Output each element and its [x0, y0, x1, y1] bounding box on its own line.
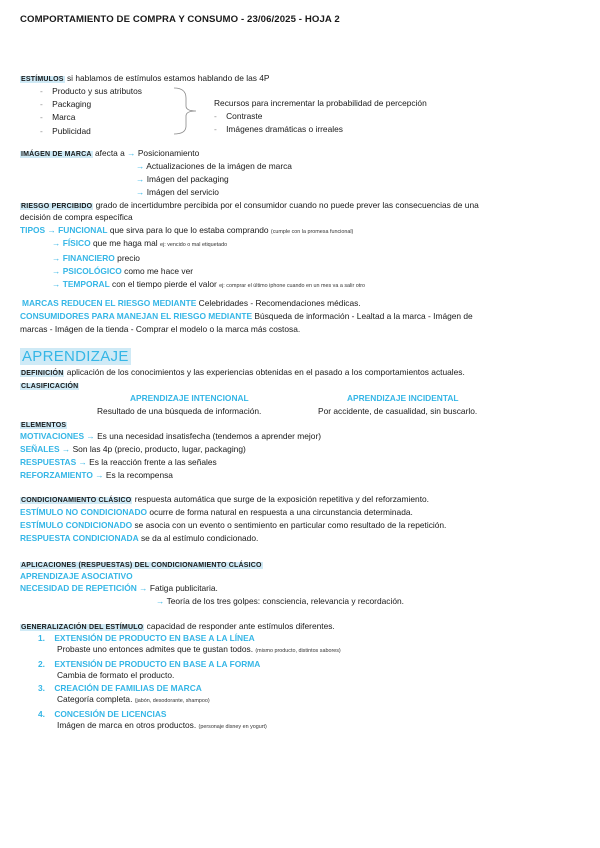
arrow-icon: →: [127, 148, 136, 158]
riesgo-label: RIESGO PERCIBIDO: [21, 203, 93, 210]
elementos-list: [20, 431, 321, 481]
arrow-icon: →: [136, 161, 145, 171]
list-item: - Publicidad: [40, 125, 91, 136]
aplicaciones-label: APLICACIONES (RESPUESTAS) DEL CONDICIONAMIENTO CLÁSICO: [21, 562, 262, 569]
list-item: → FÍSICO que me haga mal ej: vencido o mal etiquetado: [52, 238, 228, 248]
riesgo-line-1: RIESGO PERCIBIDO grado de incertidumbre percibida por el consumidor cuando no puede prever las consecuencias de una: [21, 200, 479, 210]
list-item: - Marca: [40, 112, 76, 123]
estimulos-right-list: [214, 111, 343, 135]
list-item: MOTIVACIONES → Es una necesidad insatisfecha (tendemos a aprender mejor): [20, 431, 322, 441]
list-item: → Imágen del packaging: [136, 174, 229, 184]
repeticion-line: NECESIDAD DE REPETICIÓN → Fatiga publicitaria.: [20, 583, 218, 593]
list-item: RESPUESTAS → Es la reacción frente a las señales: [20, 457, 217, 467]
list-item: → FINANCIERO precio: [52, 253, 140, 263]
list-item: - Producto y sus atributos: [40, 86, 142, 96]
intencional-title: APRENDIZAJE INTENCIONAL: [130, 393, 249, 403]
list-item: 1. EXTENSIÓN DE PRODUCTO EN BASE A LA LÍNEA: [38, 633, 255, 643]
riesgo-tipos-line: TIPOS → FUNCIONAL que sirva para lo que lo estaba comprando (cumple con la promesa funcional): [20, 225, 354, 235]
riesgo-consumidores-line-2: marcas - Imágen de la tienda - Comprar el modelo o la marca más costosa.: [20, 324, 301, 334]
incidental-text: Por accidente, de casualidad, sin buscarlo.: [318, 406, 478, 416]
list-item: REFORZAMIENTO → Es la recompensa: [20, 470, 173, 480]
list-item: 4. CONCESIÓN DE LICENCIAS: [38, 709, 167, 719]
list-item: 3. CREACIÓN DE FAMILIAS DE MARCA: [38, 683, 202, 693]
estimulos-intro: si hablamos de estímulos estamos hablando de las 4P: [64, 73, 270, 83]
condicionamiento-line: CONDICIONAMIENTO CLÁSICO respuesta automática que surge de la exposición repetitiva y del reforzamiento.: [21, 494, 430, 504]
incidental-title: APRENDIZAJE INCIDENTAL: [347, 393, 459, 403]
list-item: - Imágenes dramáticas o irreales: [214, 124, 343, 135]
generalizacion-line: GENERALIZACIÓN DEL ESTÍMULO capacidad de responder ante estímulos diferentes.: [21, 621, 335, 631]
list-item: → Imágen del servicio: [136, 187, 219, 197]
clasificacion-label: CLASIFICACIÓN: [21, 383, 79, 390]
list-item: SEÑALES → Son las 4p (precio, producto, lugar, packaging): [20, 444, 246, 454]
riesgo-line-2: decisión de compra específica: [20, 212, 133, 222]
imagen-marca-line: IMÁGEN DE MARCA afecta a → Posicionamiento: [21, 148, 200, 158]
riesgo-consumidores-line: CONSUMIDORES PARA MANEJAN EL RIESGO MEDIANTE Búsqueda de información - Lealtad a la marca - Imágen de: [20, 311, 473, 321]
list-item: - Contraste: [214, 111, 263, 121]
repeticion-item-2: → Teoría de los tres golpes: consciencia, relevancia y recordación.: [156, 596, 404, 606]
list-item: - Packaging: [40, 99, 92, 110]
page-header: COMPORTAMIENTO DE COMPRA Y CONSUMO - 23/06/2025 - HOJA 2: [20, 14, 340, 25]
riesgo-subtypes: [52, 238, 365, 292]
list-item: ESTÍMULO NO CONDICIONADO ocurre de forma natural en respuesta a una circunstancia determinada.: [20, 507, 413, 517]
list-item: → TEMPORAL con el tiempo pierde el valor ej: comprar el último iphone cuando en un mes va a salir otro: [52, 279, 366, 289]
imagen-marca-label: IMÁGEN DE MARCA: [21, 151, 92, 158]
list-item: RESPUESTA CONDICIONADA se da al estímulo condicionado.: [20, 533, 259, 543]
intencional-text: Resultado de una búsqueda de información.: [97, 406, 262, 416]
elementos-label: ELEMENTOS: [21, 422, 67, 429]
curly-brace-icon: [172, 86, 200, 136]
list-item: → PSICOLÓGICO como me hace ver: [52, 266, 194, 276]
condicionamiento-list: [20, 507, 446, 544]
arrow-icon: →: [136, 174, 145, 184]
list-item-detail: Probaste uno entonces admites que te gustan todos. (mismo producto, distintos sabores): [57, 644, 341, 654]
definicion-line: DEFINICIÓN aplicación de los conocimientos y las experiencias obtenidas en el pasado a los comportamientos actuales.: [21, 367, 465, 377]
list-item-detail: Imágen de marca en otros productos. (personaje disney en yogurt): [57, 720, 267, 730]
list-item: 2. EXTENSIÓN DE PRODUCTO EN BASE A LA FORMA: [38, 659, 261, 669]
list-item: ESTÍMULO CONDICIONADO se asocia con un evento o sentimiento en particular como resultado de la repetición.: [20, 520, 447, 530]
riesgo-reducen-line: MARCAS REDUCEN EL RIESGO MEDIANTE Celebridades - Recomendaciones médicas.: [22, 298, 361, 308]
imagen-marca-list: [136, 161, 292, 198]
generalizacion-list: [38, 633, 341, 733]
estimulos-line: [20, 73, 269, 85]
list-item: → Actualizaciones de la imágen de marca: [136, 161, 292, 171]
list-item-detail: Categoría completa. (jabón, desodorante, shampoo): [57, 694, 210, 704]
aprendizaje-asociativo: APRENDIZAJE ASOCIATIVO: [20, 571, 133, 581]
estimulos-right-title: Recursos para incrementar la probabilidad de percepción: [214, 98, 427, 108]
list-item-detail: Cambia de formato el producto.: [57, 670, 175, 680]
estimulos-left-list: [40, 86, 142, 137]
aprendizaje-heading: APRENDIZAJE: [22, 348, 129, 365]
arrow-icon: →: [136, 187, 145, 197]
estimulos-label: ESTÍMULOS: [21, 76, 64, 83]
